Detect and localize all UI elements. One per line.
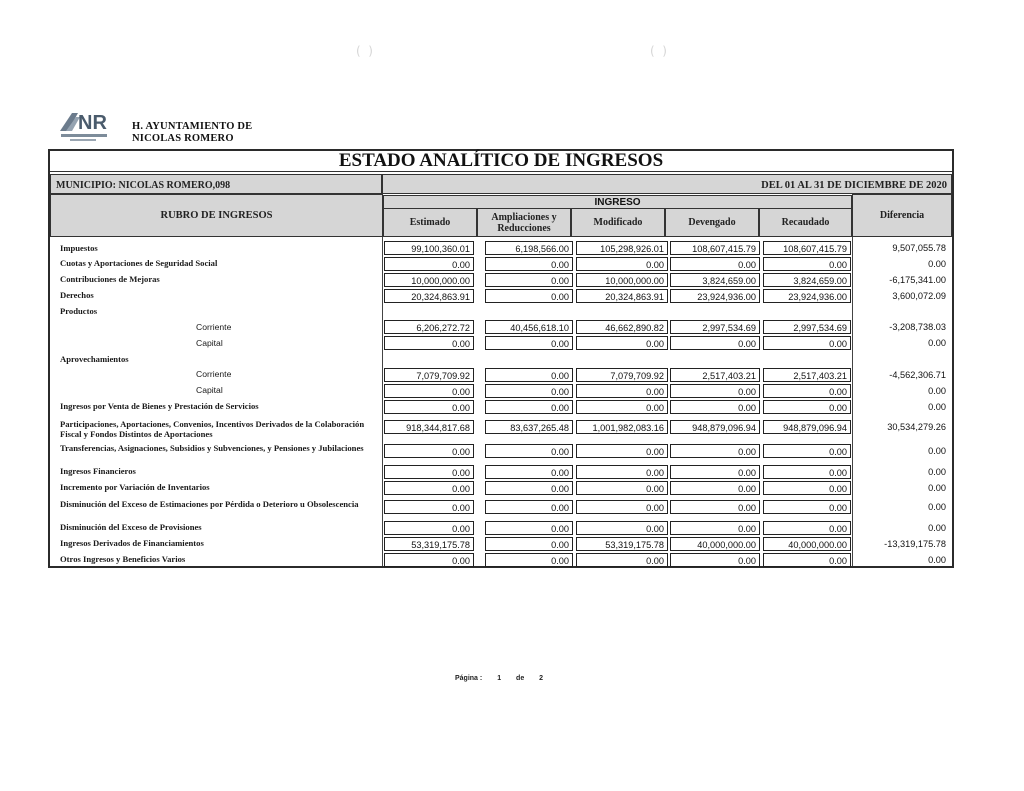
row-label: Disminución del Exceso de Provisiones [60, 522, 202, 532]
row-value-cell: 0.00 [576, 400, 668, 414]
organization-name [132, 121, 252, 145]
row-value-cell: 0.00 [384, 521, 474, 535]
row-value-cell: 9,507,055.78 [892, 243, 946, 253]
period-label: DEL 01 AL 31 DE DICIEMBRE DE 2020 [382, 174, 952, 194]
row-value-cell: -6,175,341.00 [889, 275, 946, 285]
row-value-cell: 0.00 [670, 553, 760, 567]
row-label: Derechos [60, 290, 94, 300]
row-value-cell: -3,208,738.03 [889, 322, 946, 332]
row-value-cell: 0.00 [670, 400, 760, 414]
row-value-cell: 0.00 [576, 384, 668, 398]
row-value-cell: 53,319,175.78 [576, 537, 668, 551]
row-value-cell: 3,824,659.00 [763, 273, 851, 287]
row-value-cell: 0.00 [485, 537, 573, 551]
row-value-cell: 0.00 [928, 338, 946, 348]
row-value-cell: 0.00 [763, 465, 851, 479]
row-value-cell: 108,607,415.79 [763, 241, 851, 255]
row-value-cell: 0.00 [384, 384, 474, 398]
row-value-cell: 1,001,982,083.16 [576, 420, 668, 434]
page-number: 1 [497, 675, 502, 682]
row-label: Otros Ingresos y Beneficios Varios [60, 554, 186, 564]
row-value-cell: -13,319,175.78 [884, 539, 946, 549]
row-value-cell: 0.00 [928, 467, 946, 477]
row-value-cell: 0.00 [928, 523, 946, 533]
row-value-cell: 46,662,890.82 [576, 320, 668, 334]
row-label: Productos [60, 306, 98, 316]
row-value-cell: 0.00 [485, 553, 573, 567]
de-label: de [516, 675, 525, 682]
municipal-logo [58, 107, 112, 143]
row-value-cell: 0.00 [485, 384, 573, 398]
row-value-cell: 0.00 [763, 521, 851, 535]
row-value-cell: 0.00 [485, 336, 573, 350]
logo-text: NR [78, 112, 107, 134]
row-value-cell: 23,924,936.00 [763, 289, 851, 303]
row-value-cell: 83,637,265.48 [485, 420, 573, 434]
row-value-cell: 0.00 [928, 502, 946, 512]
row-value-cell: 0.00 [928, 446, 946, 456]
row-value-cell: 2,517,403.21 [763, 368, 851, 382]
row-value-cell: 918,344,817.68 [384, 420, 474, 434]
municipio-label: MUNICIPIO: NICOLAS ROMERO,098 [50, 174, 382, 194]
row-value-cell: 0.00 [670, 384, 760, 398]
row-value-cell: 0.00 [485, 500, 573, 514]
row-label: Incremento por Variación de Inventarios [60, 482, 210, 492]
row-value-cell: 0.00 [384, 465, 474, 479]
row-value-cell: 0.00 [763, 444, 851, 458]
row-value-cell: 3,824,659.00 [670, 273, 760, 287]
row-value-cell: 0.00 [384, 481, 474, 495]
punch-hole-mark: ( ) [356, 44, 373, 58]
row-value-cell: 105,298,926.01 [576, 241, 668, 255]
row-value-cell: 0.00 [576, 521, 668, 535]
row-value-cell: 0.00 [928, 555, 946, 565]
row-value-cell: 0.00 [384, 553, 474, 567]
row-value-cell: 40,000,000.00 [670, 537, 760, 551]
row-value-cell: 948,879,096.94 [670, 420, 760, 434]
row-label: Participaciones, Aportaciones, Convenios, Incentivos Derivados de la Colaboración Fiscal y Fondos Distintos de Aportaciones [60, 419, 365, 439]
row-value-cell: 0.00 [670, 444, 760, 458]
row-value-cell: 0.00 [384, 400, 474, 414]
row-value-cell: 0.00 [928, 259, 946, 269]
row-value-cell: 0.00 [576, 465, 668, 479]
row-label: Ingresos Financieros [60, 466, 136, 476]
row-value-cell: 0.00 [384, 257, 474, 271]
row-value-cell: 0.00 [485, 289, 573, 303]
row-value-cell: 0.00 [485, 400, 573, 414]
row-value-cell: 0.00 [384, 336, 474, 350]
row-value-cell: 0.00 [576, 336, 668, 350]
row-value-cell: 23,924,936.00 [670, 289, 760, 303]
column-divider [382, 237, 383, 566]
row-value-cell: 7,079,709.92 [384, 368, 474, 382]
pagina-label: Página : [455, 675, 483, 682]
row-value-cell: 0.00 [576, 500, 668, 514]
row-value-cell: 0.00 [670, 257, 760, 271]
row-value-cell: 10,000,000.00 [576, 273, 668, 287]
row-value-cell: 0.00 [763, 257, 851, 271]
row-value-cell: 0.00 [485, 273, 573, 287]
row-label: Aprovechamientos [60, 354, 129, 364]
row-label: Disminución del Exceso de Estimaciones por Pérdida o Deterioro u Obsolescencia [60, 499, 359, 509]
page-footer [455, 675, 556, 682]
row-value-cell: 0.00 [670, 465, 760, 479]
row-value-cell: 0.00 [763, 500, 851, 514]
row-value-cell: 30,534,279.26 [887, 422, 946, 432]
row-value-cell: 0.00 [576, 257, 668, 271]
row-value-cell: 0.00 [384, 444, 474, 458]
row-label: Corriente [196, 369, 232, 379]
modificado-header: Modificado [571, 208, 665, 237]
row-value-cell: -4,562,306.71 [889, 370, 946, 380]
row-value-cell: 0.00 [576, 481, 668, 495]
row-value-cell: 0.00 [670, 336, 760, 350]
row-label: Transferencias, Asignaciones, Subsidios y Subvenciones, y Pensiones y Jubilaciones [60, 443, 364, 453]
row-value-cell: 0.00 [485, 444, 573, 458]
org-line-1: H. AYUNTAMIENTO DE [132, 121, 253, 132]
row-label: Corriente [196, 322, 232, 332]
row-value-cell: 0.00 [576, 553, 668, 567]
row-label: Contribuciones de Mejoras [60, 274, 160, 284]
row-value-cell: 0.00 [670, 481, 760, 495]
page-total: 2 [539, 675, 544, 682]
recaudado-header: Recaudado [759, 208, 852, 237]
row-value-cell: 6,206,272.72 [384, 320, 474, 334]
report-title: ESTADO ANALÍTICO DE INGRESOS [50, 151, 952, 172]
row-label: Ingresos Derivados de Financiamientos [60, 538, 204, 548]
row-value-cell: 53,319,175.78 [384, 537, 474, 551]
row-value-cell: 0.00 [485, 481, 573, 495]
row-value-cell: 0.00 [763, 553, 851, 567]
row-value-cell: 0.00 [576, 444, 668, 458]
row-value-cell: 7,079,709.92 [576, 368, 668, 382]
row-value-cell: 2,997,534.69 [763, 320, 851, 334]
row-label: Capital [196, 385, 223, 395]
row-value-cell: 0.00 [763, 481, 851, 495]
row-value-cell: 0.00 [928, 402, 946, 412]
row-label: Capital [196, 338, 223, 348]
punch-hole-mark: ( ) [650, 44, 667, 58]
row-value-cell: 0.00 [763, 384, 851, 398]
row-label: Cuotas y Aportaciones de Seguridad Social [60, 258, 218, 268]
row-value-cell: 0.00 [763, 336, 851, 350]
row-value-cell: 0.00 [763, 400, 851, 414]
row-value-cell: 20,324,863.91 [384, 289, 474, 303]
row-value-cell: 108,607,415.79 [670, 241, 760, 255]
row-value-cell: 10,000,000.00 [384, 273, 474, 287]
org-line-2: NICOLAS ROMERO [132, 133, 234, 144]
row-value-cell: 0.00 [928, 483, 946, 493]
row-value-cell: 40,000,000.00 [763, 537, 851, 551]
row-value-cell: 0.00 [928, 386, 946, 396]
row-value-cell: 948,879,096.94 [763, 420, 851, 434]
ingreso-header: INGRESO [383, 195, 852, 209]
row-value-cell: 0.00 [485, 521, 573, 535]
row-value-cell: 0.00 [670, 521, 760, 535]
row-value-cell: 99,100,360.01 [384, 241, 474, 255]
row-value-cell: 0.00 [485, 368, 573, 382]
row-value-cell: 0.00 [670, 500, 760, 514]
devengado-header: Devengado [665, 208, 759, 237]
ampliaciones-header: Ampliaciones y Reducciones [477, 208, 571, 237]
rubro-header: RUBRO DE INGRESOS [50, 194, 383, 237]
estimado-header: Estimado [383, 208, 477, 237]
row-value-cell: 20,324,863.91 [576, 289, 668, 303]
row-value-cell: 3,600,072.09 [892, 291, 946, 301]
row-value-cell: 0.00 [485, 257, 573, 271]
diferencia-header: Diferencia [852, 194, 952, 237]
row-value-cell: 2,517,403.21 [670, 368, 760, 382]
row-value-cell: 0.00 [485, 465, 573, 479]
row-value-cell: 6,198,566.00 [485, 241, 573, 255]
row-value-cell: 40,456,618.10 [485, 320, 573, 334]
row-value-cell: 0.00 [384, 500, 474, 514]
row-value-cell: 2,997,534.69 [670, 320, 760, 334]
row-label: Ingresos por Venta de Bienes y Prestación de Servicios [60, 401, 259, 411]
row-label: Impuestos [60, 243, 98, 253]
